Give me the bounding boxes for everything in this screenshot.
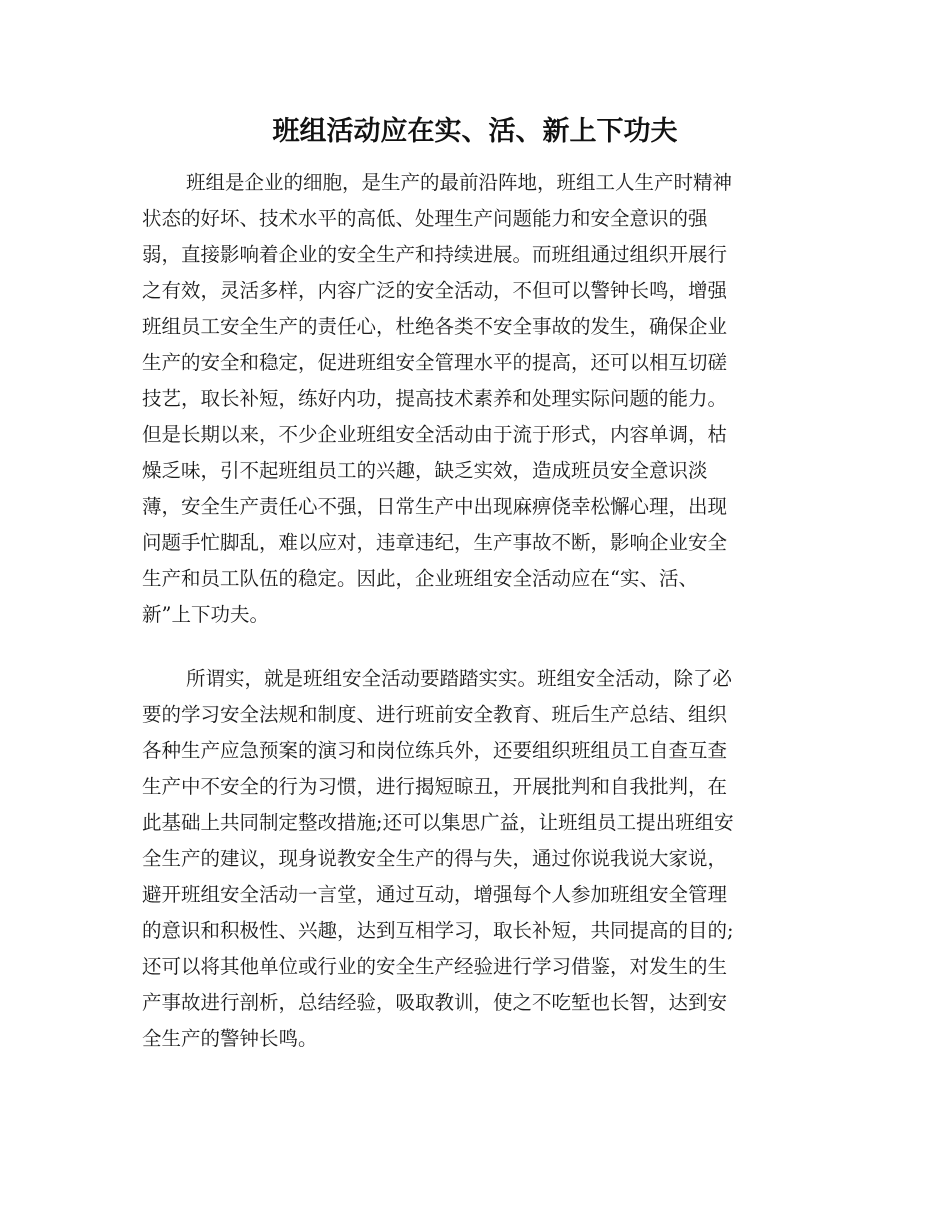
paragraph-line: 全生产的建议，现身说教安全生产的得与失，通过你说我说大家说， — [142, 847, 728, 870]
paragraph-line: 之有效，灵活多样，内容广泛的安全活动，不但可以警钟长鸣，增强 — [142, 279, 728, 302]
paragraph-line: 全生产的警钟长鸣。 — [142, 1027, 318, 1050]
paragraph-line: 此基础上共同制定整改措施;还可以集思广益，让班组员工提出班组安 — [142, 811, 734, 834]
paragraph-line: 燥乏味，引不起班组员工的兴趣，缺乏实效，造成班员安全意识淡 — [142, 459, 708, 482]
paragraph-line: 班组是企业的细胞，是生产的最前沿阵地，班组工人生产时精神 — [186, 171, 733, 194]
paragraph-line: 生产中不安全的行为习惯，进行揭短晾丑，开展批判和自我批判，在 — [142, 775, 728, 798]
paragraph-line: 各种生产应急预案的演习和岗位练兵外，还要组织班组员工自查互查 — [142, 739, 728, 762]
document-title: 班组活动应在实、活、新上下功夫 — [272, 116, 678, 147]
paragraph-line: 生产和员工队伍的稳定。因此，企业班组安全活动应在“实、活、 — [142, 567, 698, 590]
paragraph-line: 的意识和积极性、兴趣，达到互相学习，取长补短，共同提高的目的; — [142, 919, 734, 942]
paragraph-line: 生产的安全和稳定，促进班组安全管理水平的提高，还可以相互切磋 — [142, 351, 728, 374]
paragraph-line: 技艺，取长补短，练好内功，提高技术素养和处理实际问题的能力。 — [142, 387, 728, 410]
paragraph-line: 新”上下功夫。 — [142, 603, 269, 626]
paragraph-line: 状态的好坏、技术水平的高低、处理生产问题能力和安全意识的强 — [142, 207, 708, 230]
paragraph-line: 还可以将其他单位或行业的安全生产经验进行学习借鉴，对发生的生 — [142, 955, 728, 978]
paragraph-line: 但是长期以来，不少企业班组安全活动由于流于形式，内容单调，枯 — [142, 423, 728, 446]
paragraph-line: 薄，安全生产责任心不强，日常生产中出现麻痹侥幸松懈心理，出现 — [142, 495, 728, 518]
paragraph-line: 产事故进行剖析，总结经验，吸取教训，使之不吃堑也长智，达到安 — [142, 991, 728, 1014]
paragraph-line: 班组员工安全生产的责任心，杜绝各类不安全事故的发生，确保企业 — [142, 315, 728, 338]
paragraph-line: 避开班组安全活动一言堂，通过互动，增强每个人参加班组安全管理 — [142, 883, 728, 906]
paragraph-line: 弱，直接影响着企业的安全生产和持续进展。而班组通过组织开展行 — [142, 243, 728, 266]
paragraph-line: 要的学习安全法规和制度、进行班前安全教育、班后生产总结、组织 — [142, 703, 728, 726]
paragraph-line: 所谓实，就是班组安全活动要踏踏实实。班组安全活动，除了必 — [186, 667, 733, 690]
paragraph-line: 问题手忙脚乱，难以应对，违章违纪，生产事故不断，影响企业安全 — [142, 531, 728, 554]
